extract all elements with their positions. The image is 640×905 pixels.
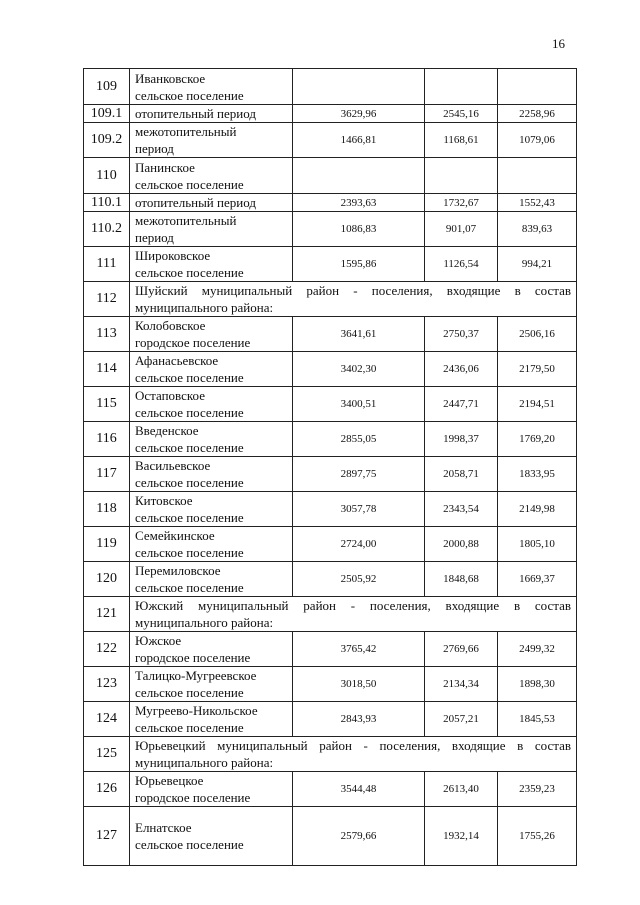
settlement-name-line: сельское поселение [135,837,244,852]
table-row [84,123,577,158]
table-row [84,527,577,562]
value-cell: 1669,37 [498,562,577,597]
settlement-name [130,247,293,282]
table-row [84,737,577,772]
value-cell: 3544,48 [293,772,425,807]
table-row [84,317,577,352]
settlement-name-line: городское поселение [135,790,251,805]
value-cell [293,69,425,105]
table-row [84,667,577,702]
value-cell: 1079,06 [498,123,577,158]
value-cell [293,158,425,194]
table-row [84,702,577,737]
value-cell: 3641,61 [293,317,425,352]
value-cell: 3400,51 [293,387,425,422]
value-cell: 1086,83 [293,212,425,247]
value-cell: 1755,26 [498,807,577,866]
district-heading: Южский муниципальный район - поселения, входящие в состав муниципального района: [130,597,577,632]
value-cell: 2194,51 [498,387,577,422]
table-row [84,194,577,212]
settlement-name [130,105,293,123]
settlement-name-line: сельское поселение [135,580,244,595]
row-number: 115 [84,387,130,422]
settlement-name [130,632,293,667]
row-number: 123 [84,667,130,702]
settlement-name-line: Афанасьевское [135,353,219,368]
value-cell: 901,07 [425,212,498,247]
settlement-name-line: Талицко-Мугреевское [135,668,257,683]
table-row [84,158,577,194]
settlement-name-line: отопительный период [135,195,256,210]
value-cell: 2058,71 [425,457,498,492]
value-cell: 1833,95 [498,457,577,492]
value-cell: 2057,21 [425,702,498,737]
settlement-name [130,667,293,702]
row-number: 122 [84,632,130,667]
value-cell: 3402,30 [293,352,425,387]
row-number: 125 [84,737,130,772]
value-cell: 2579,66 [293,807,425,866]
table-row [84,352,577,387]
settlement-name-line: Семейкинское [135,528,215,543]
settlement-name-line: Юрьевецкое [135,773,204,788]
settlement-name [130,158,293,194]
row-number: 120 [84,562,130,597]
row-number: 124 [84,702,130,737]
settlement-name-line: сельское поселение [135,475,244,490]
table-row [84,457,577,492]
value-cell: 1848,68 [425,562,498,597]
settlement-name [130,492,293,527]
table-row [84,212,577,247]
value-cell: 2359,23 [498,772,577,807]
value-cell: 1805,10 [498,527,577,562]
value-cell: 1845,53 [498,702,577,737]
settlement-name-line: Перемиловское [135,563,221,578]
settlement-name-line: городское поселение [135,650,251,665]
settlement-name-line: Панинское [135,159,195,175]
value-cell: 3629,96 [293,105,425,123]
settlement-name-line: сельское поселение [135,87,244,103]
settlement-name-line: Иванковское [135,70,206,86]
value-cell: 3765,42 [293,632,425,667]
settlement-name-line: период [135,230,174,245]
table-row [84,282,577,317]
settlement-name [130,527,293,562]
table-row [84,562,577,597]
value-cell: 2179,50 [498,352,577,387]
value-cell: 1168,61 [425,123,498,158]
settlement-name-line: сельское поселение [135,265,244,280]
row-number: 119 [84,527,130,562]
value-cell: 2447,71 [425,387,498,422]
row-number: 111 [84,247,130,282]
value-cell [498,69,577,105]
settlement-name [130,387,293,422]
table-row [84,492,577,527]
table-row [84,807,577,866]
settlement-name-line: сельское поселение [135,510,244,525]
value-cell: 1466,81 [293,123,425,158]
value-cell: 3018,50 [293,667,425,702]
settlement-name-line: Колобовское [135,318,206,333]
settlement-name [130,194,293,212]
value-cell: 2343,54 [425,492,498,527]
value-cell: 2769,66 [425,632,498,667]
settlement-name-line: городское поселение [135,335,251,350]
row-number: 127 [84,807,130,866]
value-cell: 1898,30 [498,667,577,702]
row-number: 113 [84,317,130,352]
settlement-name-line: Елнатское [135,820,192,835]
value-cell [498,158,577,194]
table-row [84,105,577,123]
page-number: 16 [552,36,565,51]
settlement-name-line: сельское поселение [135,176,244,192]
settlement-name [130,422,293,457]
value-cell: 1595,86 [293,247,425,282]
value-cell: 2545,16 [425,105,498,123]
settlement-name-line: Введенское [135,423,199,438]
settlement-name-line: Широковское [135,248,211,263]
table-row [84,632,577,667]
settlement-name-line: сельское поселение [135,545,244,560]
row-number: 109.1 [84,105,130,123]
table-row [84,422,577,457]
settlement-name [130,352,293,387]
district-heading: Юрьевецкий муниципальный район - поселения, входящие в состав муниципального района: [130,737,577,772]
table-row [84,772,577,807]
settlement-name-line: Остаповское [135,388,205,403]
value-cell: 839,63 [498,212,577,247]
row-number: 117 [84,457,130,492]
row-number: 112 [84,282,130,317]
value-cell: 2897,75 [293,457,425,492]
value-cell: 2436,06 [425,352,498,387]
value-cell [425,69,498,105]
settlement-name [130,212,293,247]
settlement-name-line: сельское поселение [135,405,244,420]
row-number: 109 [84,69,130,105]
value-cell: 3057,78 [293,492,425,527]
settlement-name [130,772,293,807]
value-cell: 1732,67 [425,194,498,212]
row-number: 126 [84,772,130,807]
table-row [84,597,577,632]
value-cell: 2613,40 [425,772,498,807]
settlement-name [130,807,293,866]
settlement-name-line: отопительный период [135,106,256,121]
value-cell: 2506,16 [498,317,577,352]
table-row [84,247,577,282]
row-number: 118 [84,492,130,527]
value-cell: 1998,37 [425,422,498,457]
value-cell: 1932,14 [425,807,498,866]
settlement-name [130,317,293,352]
row-number: 114 [84,352,130,387]
value-cell: 2505,92 [293,562,425,597]
row-number: 116 [84,422,130,457]
settlement-name-line: Южское [135,633,182,648]
settlement-name-line: Китовское [135,493,193,508]
settlement-name-line: межотопительный [135,124,237,139]
row-number: 110 [84,158,130,194]
value-cell: 2499,32 [498,632,577,667]
value-cell: 994,21 [498,247,577,282]
row-number: 110.2 [84,212,130,247]
settlement-name-line: сельское поселение [135,370,244,385]
value-cell: 2855,05 [293,422,425,457]
settlement-name-line: сельское поселение [135,720,244,735]
settlement-name-line: Мугреево-Никольское [135,703,258,718]
settlement-name-line: сельское поселение [135,685,244,700]
settlement-name-line: межотопительный [135,213,237,228]
value-cell: 2724,00 [293,527,425,562]
district-heading: Шуйский муниципальный район - поселения, входящие в состав муниципального района: [130,282,577,317]
settlement-name [130,457,293,492]
value-cell: 1126,54 [425,247,498,282]
value-cell: 1552,43 [498,194,577,212]
settlement-name [130,69,293,105]
value-cell: 2000,88 [425,527,498,562]
table-row [84,69,577,105]
settlement-name [130,562,293,597]
settlement-name [130,702,293,737]
value-cell: 2843,93 [293,702,425,737]
row-number: 121 [84,597,130,632]
value-cell [425,158,498,194]
row-number: 109.2 [84,123,130,158]
settlement-name-line: период [135,141,174,156]
value-cell: 2149,98 [498,492,577,527]
row-number: 110.1 [84,194,130,212]
value-cell: 1769,20 [498,422,577,457]
settlement-name [130,123,293,158]
value-cell: 2258,96 [498,105,577,123]
table-row [84,387,577,422]
settlement-name-line: сельское поселение [135,440,244,455]
value-cell: 2750,37 [425,317,498,352]
settlement-name-line: Васильевское [135,458,211,473]
settlements-table [83,68,577,866]
value-cell: 2134,34 [425,667,498,702]
value-cell: 2393,63 [293,194,425,212]
